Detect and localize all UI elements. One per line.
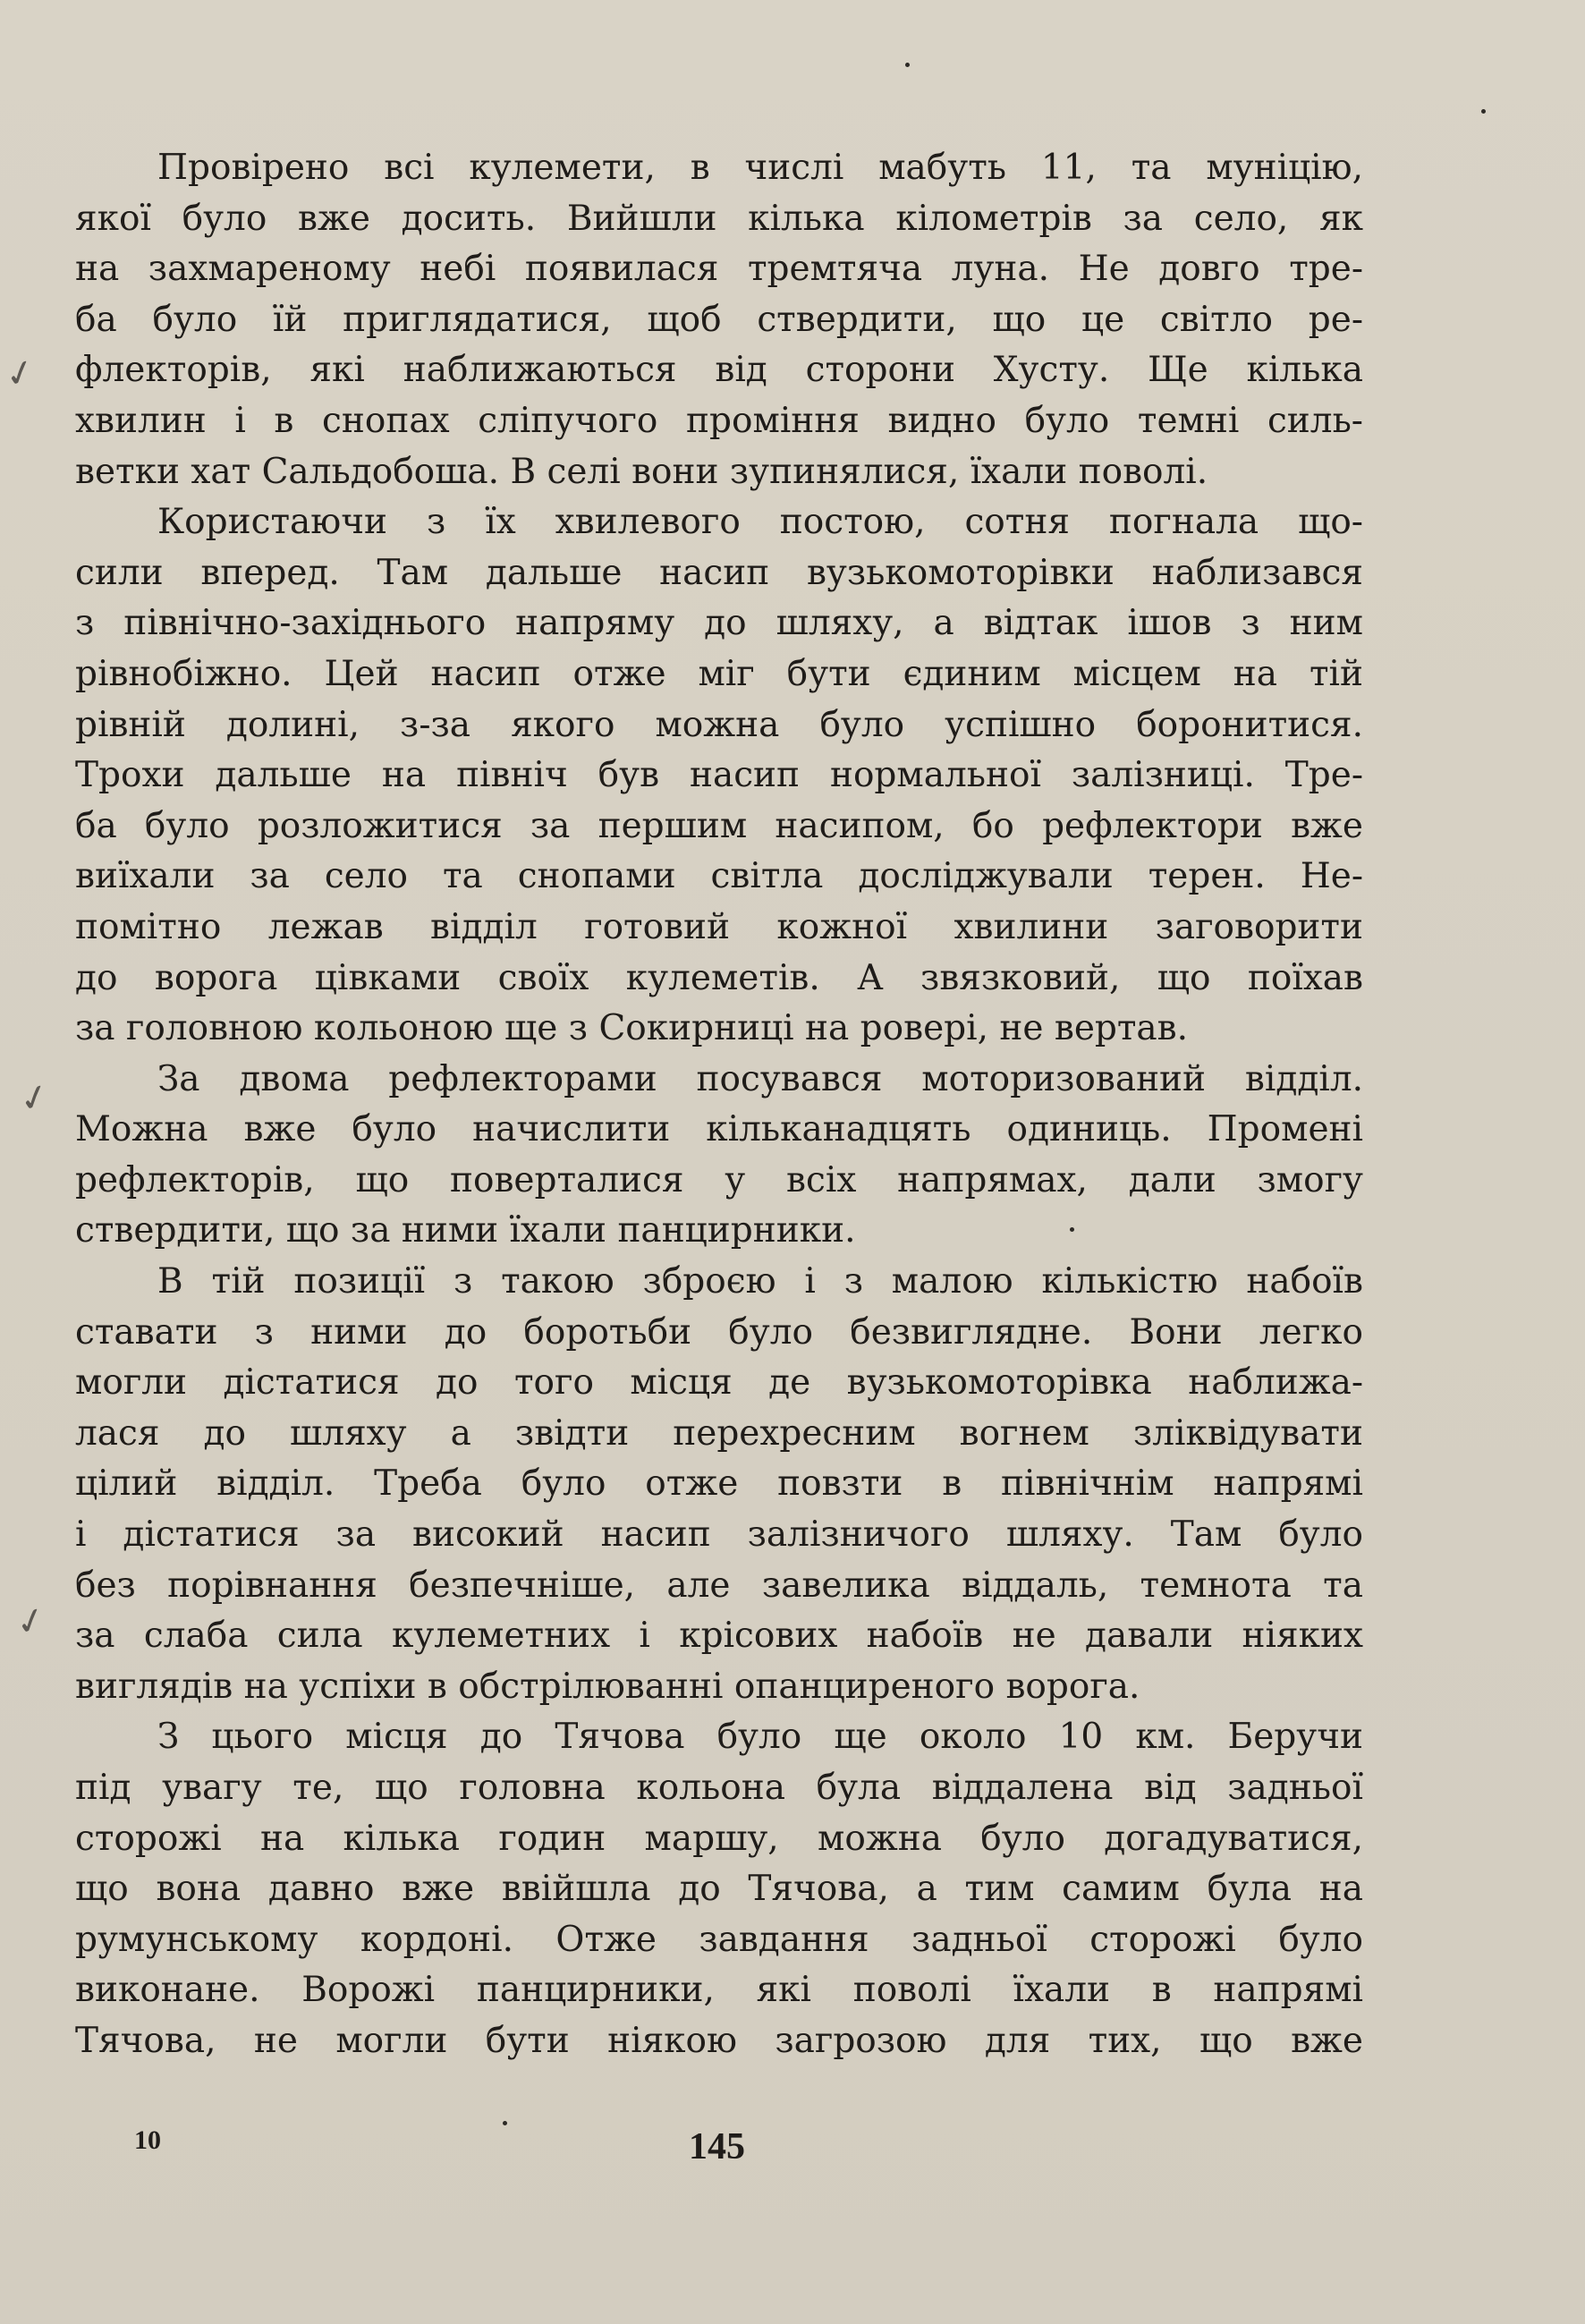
text-line: рівній долині, з-за якого можна було успішно боронитися. — [75, 704, 1363, 745]
text-line: Трохи дальше на північ був насип нормальної залізниці. Тре- — [75, 755, 1363, 796]
text-line: цілий відділ. Треба було отже повзти в північнім напрямі — [75, 1463, 1363, 1505]
text-line: Користаючи з їх хвилевого постою, сотня погнала що- — [157, 502, 1363, 543]
pencil-checkmark-icon: ✓ — [11, 1598, 51, 1646]
text-line: сторожі на кілька годин маршу, можна було догадуватися, — [75, 1818, 1363, 1859]
page-number: 145 — [689, 2126, 745, 2167]
text-line: ба було їй приглядатися, щоб ствердити, що це світло ре- — [75, 299, 1363, 340]
text-line: Провірено всі кулемети, в числі мабуть 11, та муніцію, — [157, 148, 1363, 188]
print-speck — [503, 2121, 507, 2125]
text-line: флекторів, які наближаються від сторони Хусту. Ще кілька — [75, 350, 1363, 391]
text-line: на захмареному небі появилася тремтяча луна. Не довго тре- — [75, 249, 1363, 290]
text-line: що вона давно вже ввійшла до Тячова, а тим самим була на — [75, 1869, 1363, 1910]
text-line: ба було розложитися за першим насипом, бо рефлектори вже — [75, 805, 1363, 846]
text-line: рівнобіжно. Цей насип отже міг бути єдиним місцем на тій — [75, 653, 1363, 694]
text-line: З цього місця до Тячова було ще около 10 км. Беручи — [157, 1717, 1363, 1758]
text-line: за слаба сила кулеметних і крісових набоїв не давали ніяких — [75, 1616, 1363, 1657]
text-line: за головною кольоною ще з Сокирниці на ровері, не вертав. — [75, 1008, 1189, 1049]
paragraph-3 — [75, 1055, 1363, 1257]
paragraph-4 — [75, 1257, 1363, 1712]
text-line: виїхали за село та снопами світла досліджували терен. Не- — [75, 856, 1363, 897]
text-line: до ворога цівками своїх кулеметів. А звязковий, що поїхав — [75, 957, 1363, 998]
text-line: Тячова, не могли бути ніякою загрозою для тих, що вже — [75, 2020, 1363, 2061]
text-line: Можна вже було начислити кільканадцять одиниць. Промені — [75, 1109, 1363, 1150]
text-line: хвилин і в снопах сліпучого проміння видно було темні силь- — [75, 400, 1363, 441]
text-line: лася до шляху а звідти перехресним вогнем зліквідувати — [75, 1412, 1363, 1454]
text-line: помітно лежав відділ готовий кожної хвилини заговорити — [75, 906, 1363, 947]
paragraph-5 — [75, 1712, 1363, 2066]
pencil-checkmark-icon: ✓ — [14, 1074, 55, 1123]
text-line: сили вперед. Там дальше насип вузькомоторівки наблизався — [75, 552, 1363, 593]
text-line: виконане. Ворожі панцирники, які поволі їхали в напрямі — [75, 1970, 1363, 2011]
paragraph-2 — [75, 497, 1363, 1055]
text-line: В тій позиції з такою зброєю і з малою кількістю набоїв — [157, 1261, 1363, 1302]
paragraph-1 — [75, 143, 1363, 497]
text-line: рефлекторів, що поверталися у всіх напрямах, дали змогу — [75, 1159, 1363, 1200]
print-speck — [1481, 109, 1486, 114]
text-line: якої було вже досить. Вийшли кілька кілометрів за село, як — [75, 198, 1363, 239]
page-body-text — [75, 143, 1363, 2067]
text-line: ставати з ними до боротьби було безвиглядне. Вони легко — [75, 1311, 1363, 1353]
print-speck — [1070, 1227, 1074, 1232]
text-line: ствердити, що за ними їхали панцирники. — [75, 1210, 856, 1251]
print-speck — [905, 63, 910, 67]
text-line: виглядів на успіхи в обстрілюванні опанциреного ворога. — [75, 1666, 1140, 1707]
text-line: могли дістатися до того місця де вузькомоторівка наближа- — [75, 1362, 1363, 1404]
text-line: ветки хат Сальдобоша. В селі вони зупинялися, їхали поволі. — [75, 451, 1208, 492]
text-line: За двома рефлекторами посувався моторизований відділ. — [157, 1058, 1363, 1099]
text-line: румунському кордоні. Отже завдання задньої сторожі було — [75, 1919, 1363, 1960]
signature-mark: 10 — [134, 2125, 161, 2155]
text-line: з північно-західнього напряму до шляху, а відтак ішов з ним — [75, 603, 1363, 644]
text-line: і дістатися за високий насип залізничого шляху. Там було — [75, 1514, 1363, 1556]
text-line: під увагу те, що головна кольона була віддалена від задньої — [75, 1768, 1363, 1808]
text-line: без порівнання безпечніше, але завелика віддаль, темнота та — [75, 1565, 1363, 1606]
pencil-checkmark-icon: ✓ — [0, 350, 40, 398]
